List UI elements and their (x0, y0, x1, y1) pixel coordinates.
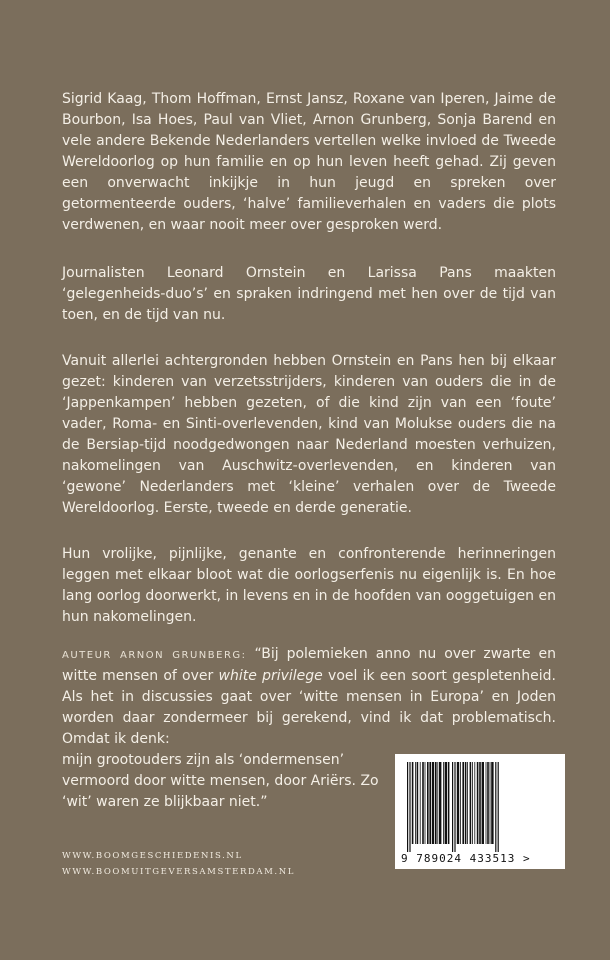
barcode-bar (445, 762, 447, 844)
quote-italic: white privilege (218, 668, 323, 684)
website-link-1[interactable]: WWW.BOOMGESCHIEDENIS.NL (62, 851, 243, 861)
barcode-bar (422, 762, 424, 844)
barcode-bar (412, 762, 414, 844)
barcode-bar (467, 762, 468, 844)
barcode-bar (429, 762, 431, 844)
blurb-paragraph-4: Hun vrolijke, pijnlijke, genante en confronterende herinneringen leggen met elkaar bloot wat die oorlogserfenis nu eigenlijk is. En hoe lang oorlog doorwerkt, in levens en in de hoofden van ooggetuigen en hun nakomelingen. (62, 546, 556, 625)
barcode-bar (486, 762, 487, 844)
quote-text-1: “Bij polemieken anno nu over zwarte en witte mensen of over (62, 646, 556, 684)
barcode-bar (425, 762, 426, 844)
barcode-bar (439, 762, 441, 844)
barcode-bar (474, 762, 475, 844)
isbn-barcode (395, 754, 565, 869)
barcode-bar (420, 762, 421, 844)
barcode-bar (495, 762, 496, 852)
barcode-bar (460, 762, 461, 844)
barcode-bar (491, 762, 493, 844)
barcode-bar (479, 762, 481, 844)
barcode-bar (487, 762, 489, 844)
barcode-bar (462, 762, 464, 844)
barcode-bar (465, 762, 467, 844)
quote-text-2: voel ik een soort gespletenheid. Als het in discussies gaat over ‘witte mensen in Europa’ en Joden worden daar zondermeer bij gerekend, vind ik dat problematisch. Omdat ik denk: (62, 668, 556, 747)
barcode-digits: 9 789024 433513 > (401, 852, 531, 865)
barcode-bar (448, 762, 450, 844)
blurb-paragraph-2: Journalisten Leonard Ornstein en Larissa Pans maakten ‘gelegenheids-duo’s’ en spraken indringend met hen over de tijd van toen, en de tijd van nu. (62, 265, 556, 323)
barcode-bar (417, 762, 419, 844)
barcode-bar (490, 762, 491, 844)
barcode-bar (435, 762, 437, 844)
barcode-bar (407, 762, 408, 852)
barcode-bar (482, 762, 484, 844)
barcode-bar (409, 762, 410, 852)
barcode-bar (452, 762, 453, 852)
barcode-bar (432, 762, 434, 844)
barcode-bar (470, 762, 472, 844)
quote-rest: mijn grootouders zijn als ‘ondermensen’ vermoord door witte mensen, door Ariërs. Zo ‘wit’ waren ze blijkbaar niet.” (62, 752, 379, 810)
barcode-bar (415, 762, 416, 844)
barcode-bar (498, 762, 499, 852)
website-link-2[interactable]: WWW.BOOMUITGEVERSAMSTERDAM.NL (62, 867, 296, 877)
barcode-bar (443, 762, 444, 844)
quote-first-part (62, 644, 556, 750)
barcode-bar (472, 762, 473, 844)
barcode-bar (437, 762, 438, 844)
barcode-bar (427, 762, 429, 844)
barcode-bar (477, 762, 479, 844)
blurb-paragraph-3: Vanuit allerlei achtergronden hebben Ornstein en Pans hen bij elkaar gezet: kinderen van verzetsstrijders, kinderen van ouders die in de ‘Jappenkampen’ hebben gezeten, of die kind zijn van een ‘foute’ vader, Roma- en Sinti-overlevenden, kind van Molukse ouders die na de Bersiap-tijd noodgedwongen naar Nederland moesten verhuizen, nakomelingen van Auschwitz-overlevenden, en kinderen van ‘gewone’ Nederlanders met ‘kleine’ verhalen over de Tweede Wereldoorlog. Eerste, tweede en derde generatie. (62, 353, 556, 516)
publisher-websites (62, 848, 295, 880)
barcode-bars (395, 754, 565, 854)
quote-label: AUTEUR ARNON GRUNBERG: (62, 650, 247, 661)
blurb-paragraph-1: Sigrid Kaag, Thom Hoffman, Ernst Jansz, Roxane van Iperen, Jaime de Bourbon, Isa Hoes, Paul van Vliet, Arnon Grunberg, Sonja Barend en vele andere Bekende Nederlanders vertellen welke invloed de Tweede Wereldoorlog op hun familie en op hun leven heeft gehad. Zij geven een onverwacht inkijkje in hun jeugd en spreken over getormenteerde ouders, ‘halve’ familieverhalen en vaders die plots verdwenen, en waar nooit meer over gesproken werd. (62, 91, 556, 233)
barcode-bar (454, 762, 455, 852)
barcode-bar (457, 762, 459, 844)
